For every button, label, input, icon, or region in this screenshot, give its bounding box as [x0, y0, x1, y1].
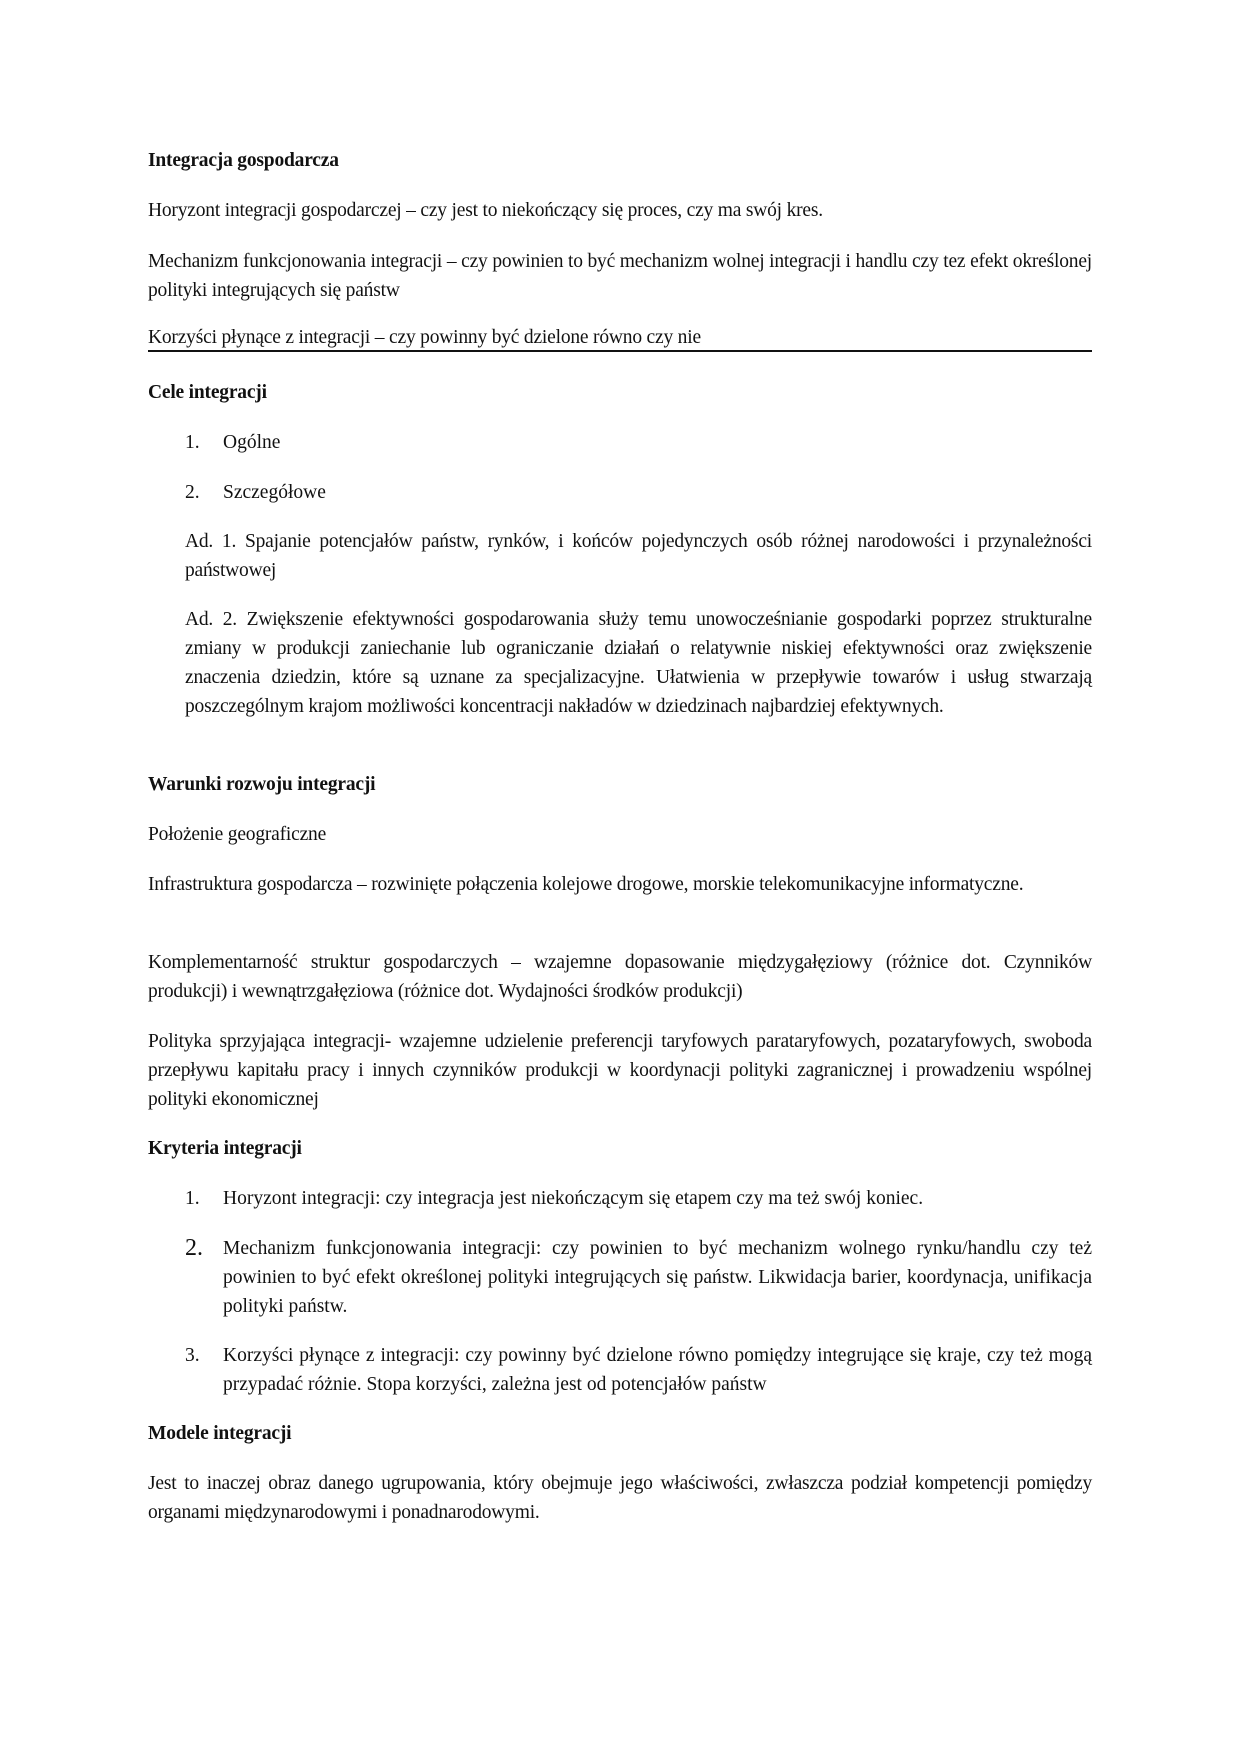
section-heading-criteria: Kryteria integracji	[148, 1138, 302, 1159]
goals-list-item	[185, 428, 1092, 457]
list-number: 2.	[185, 482, 200, 503]
criteria-list-item	[185, 1341, 1092, 1399]
criteria-list-item	[185, 1184, 1092, 1213]
document-title: Integracja gospodarcza	[148, 150, 339, 171]
list-number: 1.	[185, 1188, 200, 1209]
section-heading-conditions: Warunki rozwoju integracji	[148, 774, 376, 795]
conditions-paragraph: Polityka sprzyjająca integracji- wzajemne udzielenie preferencji taryfowych parataryfowych, pozataryfowych, swoboda przepływu kapitału pracy i innych czynników produkcji w koordynacji polityki zagranicznej i prowadzeniu wspólnej polityki ekonomicznej	[148, 1031, 1092, 1110]
section-heading-models: Modele integracji	[148, 1423, 292, 1444]
list-text: Korzyści płynące z integracji: czy powinny być dzielone równo pomiędzy integrujące się kraje, czy też mogą przypadać różnie. Stopa korzyści, zależna jest od potencjałów państw	[223, 1345, 1092, 1395]
models-paragraph: Jest to inaczej obraz danego ugrupowania, który obejmuje jego właściwości, zwłaszcza podział kompetencji pomiędzy organami międzynarodowymi i ponadnarodowymi.	[148, 1473, 1092, 1523]
list-text: Ogólne	[223, 432, 281, 453]
list-number: 2.	[185, 1235, 203, 1261]
list-text: Mechanizm funkcjonowania integracji: czy powinien to być mechanizm wolnego rynku/handlu czy też powinien to być efekt określonej polityki integrujących się państw. Likwidacja barier, koordynacja, unifikacja polityki państw.	[223, 1238, 1092, 1317]
intro-paragraph-horizon: Horyzont integracji gospodarczej – czy jest to niekończący się proces, czy ma swój kres.	[148, 200, 823, 221]
intro-paragraph-benefits: Korzyści płynące z integracji – czy powinny być dzielone równo czy nie	[148, 327, 701, 348]
list-number: 1.	[185, 432, 200, 453]
goals-ad1-paragraph: Ad. 1. Spajanie potencjałów państw, rynków, i końców pojedynczych osób różnej narodowości i przynależności państwowej	[185, 531, 1092, 581]
conditions-paragraph: Komplementarność struktur gospodarczych – wzajemne dopasowanie międzygałęziowy (różnice dot. Czynników produkcji) i wewnątrzgałęziowa (różnice dot. Wydajności środków produkcji)	[148, 952, 1092, 1002]
conditions-paragraph: Infrastruktura gospodarcza – rozwinięte połączenia kolejowe drogowe, morskie telekomunikacyjne informatyczne.	[148, 874, 1024, 895]
criteria-list-item	[185, 1234, 1092, 1321]
list-text: Horyzont integracji: czy integracja jest niekończącym się etapem czy ma też swój koniec.	[223, 1188, 924, 1209]
goals-ad2-paragraph: Ad. 2. Zwiększenie efektywności gospodarowania służy temu unowocześnianie gospodarki poprzez strukturalne zmiany w produkcji zaniechanie lub ograniczanie działań o relatywnie niskiej efektywności oraz zwiększenie znaczenia dziedzin, które są uznane za specjalizacyjne. Ułatwienia w przepływie towarów i usług stwarzają poszczególnym krajom możliwości koncentracji nakładów w dziedzinach najbardziej efektywnych.	[185, 609, 1092, 717]
horizontal-rule	[148, 350, 1092, 352]
intro-paragraph-mechanism: Mechanizm funkcjonowania integracji – czy powinien to być mechanizm wolnej integracji i handlu czy tez efekt określonej polityki integrujących się państw	[148, 251, 1092, 301]
goals-list-item	[185, 478, 1092, 507]
list-number: 3.	[185, 1345, 200, 1366]
conditions-paragraph: Położenie geograficzne	[148, 824, 327, 845]
list-text: Szczegółowe	[223, 482, 326, 503]
section-heading-goals: Cele integracji	[148, 382, 267, 403]
